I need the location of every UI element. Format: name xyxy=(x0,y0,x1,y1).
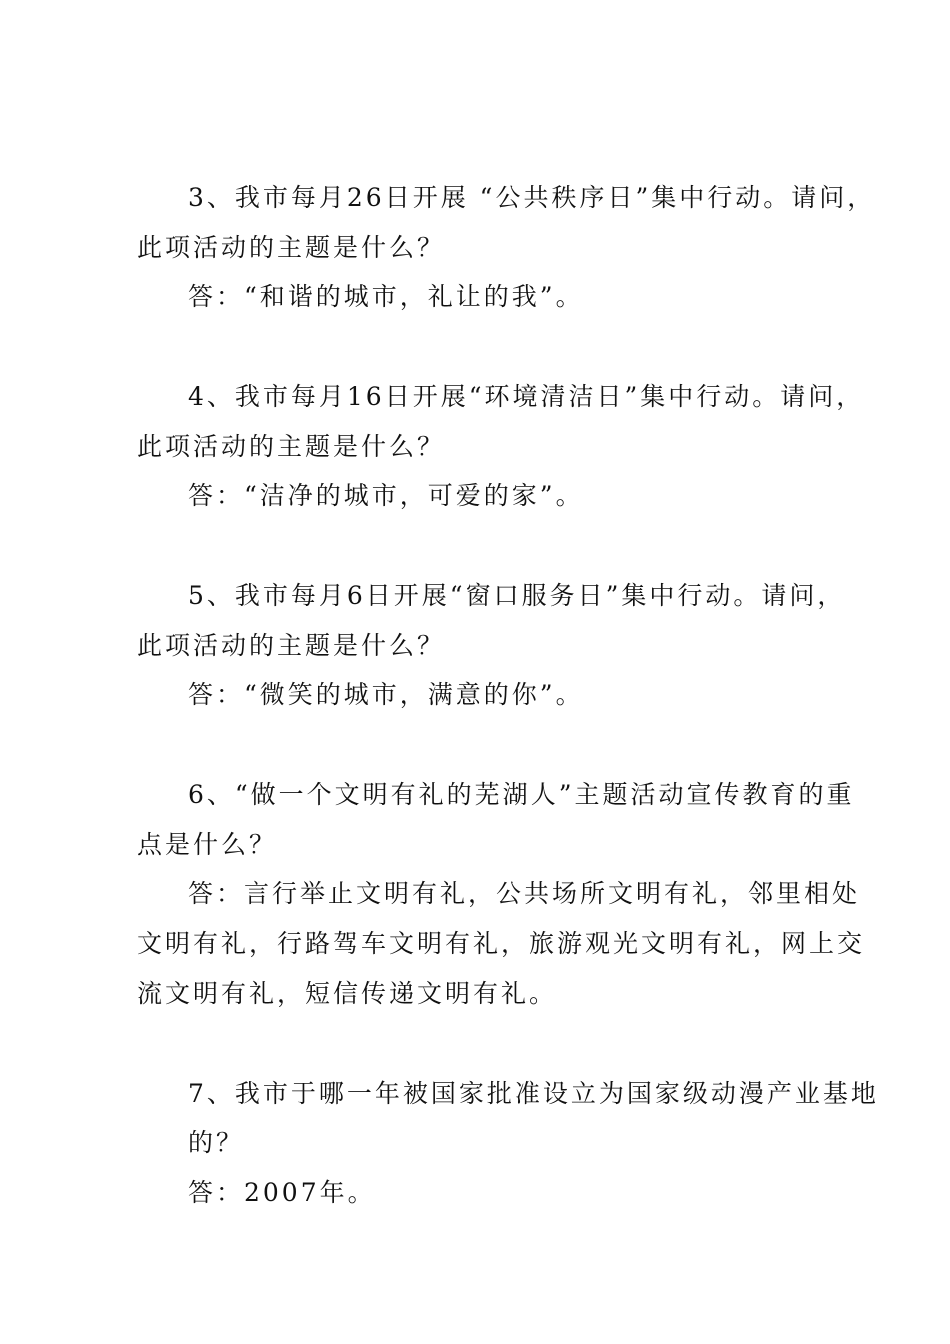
answer-7: 答：2007年。 xyxy=(188,1178,376,1207)
question-3-line-2: 此项活动的主题是什么？ xyxy=(137,233,446,262)
question-5-line-1: 5、我市每月6日开展“窗口服务日”集中行动。请问， xyxy=(188,581,846,610)
answer-3: 答：“和谐的城市，礼让的我”。 xyxy=(188,282,584,311)
question-5-line-2: 此项活动的主题是什么？ xyxy=(137,631,446,660)
question-4-line-2: 此项活动的主题是什么？ xyxy=(137,432,446,461)
answer-4: 答：“洁净的城市，可爱的家”。 xyxy=(188,481,584,510)
answer-5: 答：“微笑的城市，满意的你”。 xyxy=(188,680,584,709)
question-7-line-2: 的？ xyxy=(188,1128,245,1157)
question-6-line-2: 点是什么？ xyxy=(137,830,278,859)
question-4-line-1: 4、我市每月16日开展“环境清洁日”集中行动。请问， xyxy=(188,382,865,411)
answer-6-line-1: 答：言行举止文明有礼，公共场所文明有礼，邻里相处 xyxy=(188,879,861,908)
question-6-line-1: 6、“做一个文明有礼的芜湖人”主题活动宣传教育的重 xyxy=(188,780,855,809)
question-7-line-1: 7、我市于哪一年被国家批准设立为国家级动漫产业基地 xyxy=(188,1079,879,1108)
answer-6-line-2: 文明有礼，行路驾车文明有礼，旅游观光文明有礼，网上交 xyxy=(137,929,866,958)
question-3-line-1: 3、我市每月26日开展 “公共秩序日”集中行动。请问， xyxy=(188,183,876,212)
answer-6-line-3: 流文明有礼，短信传递文明有礼。 xyxy=(137,979,558,1008)
